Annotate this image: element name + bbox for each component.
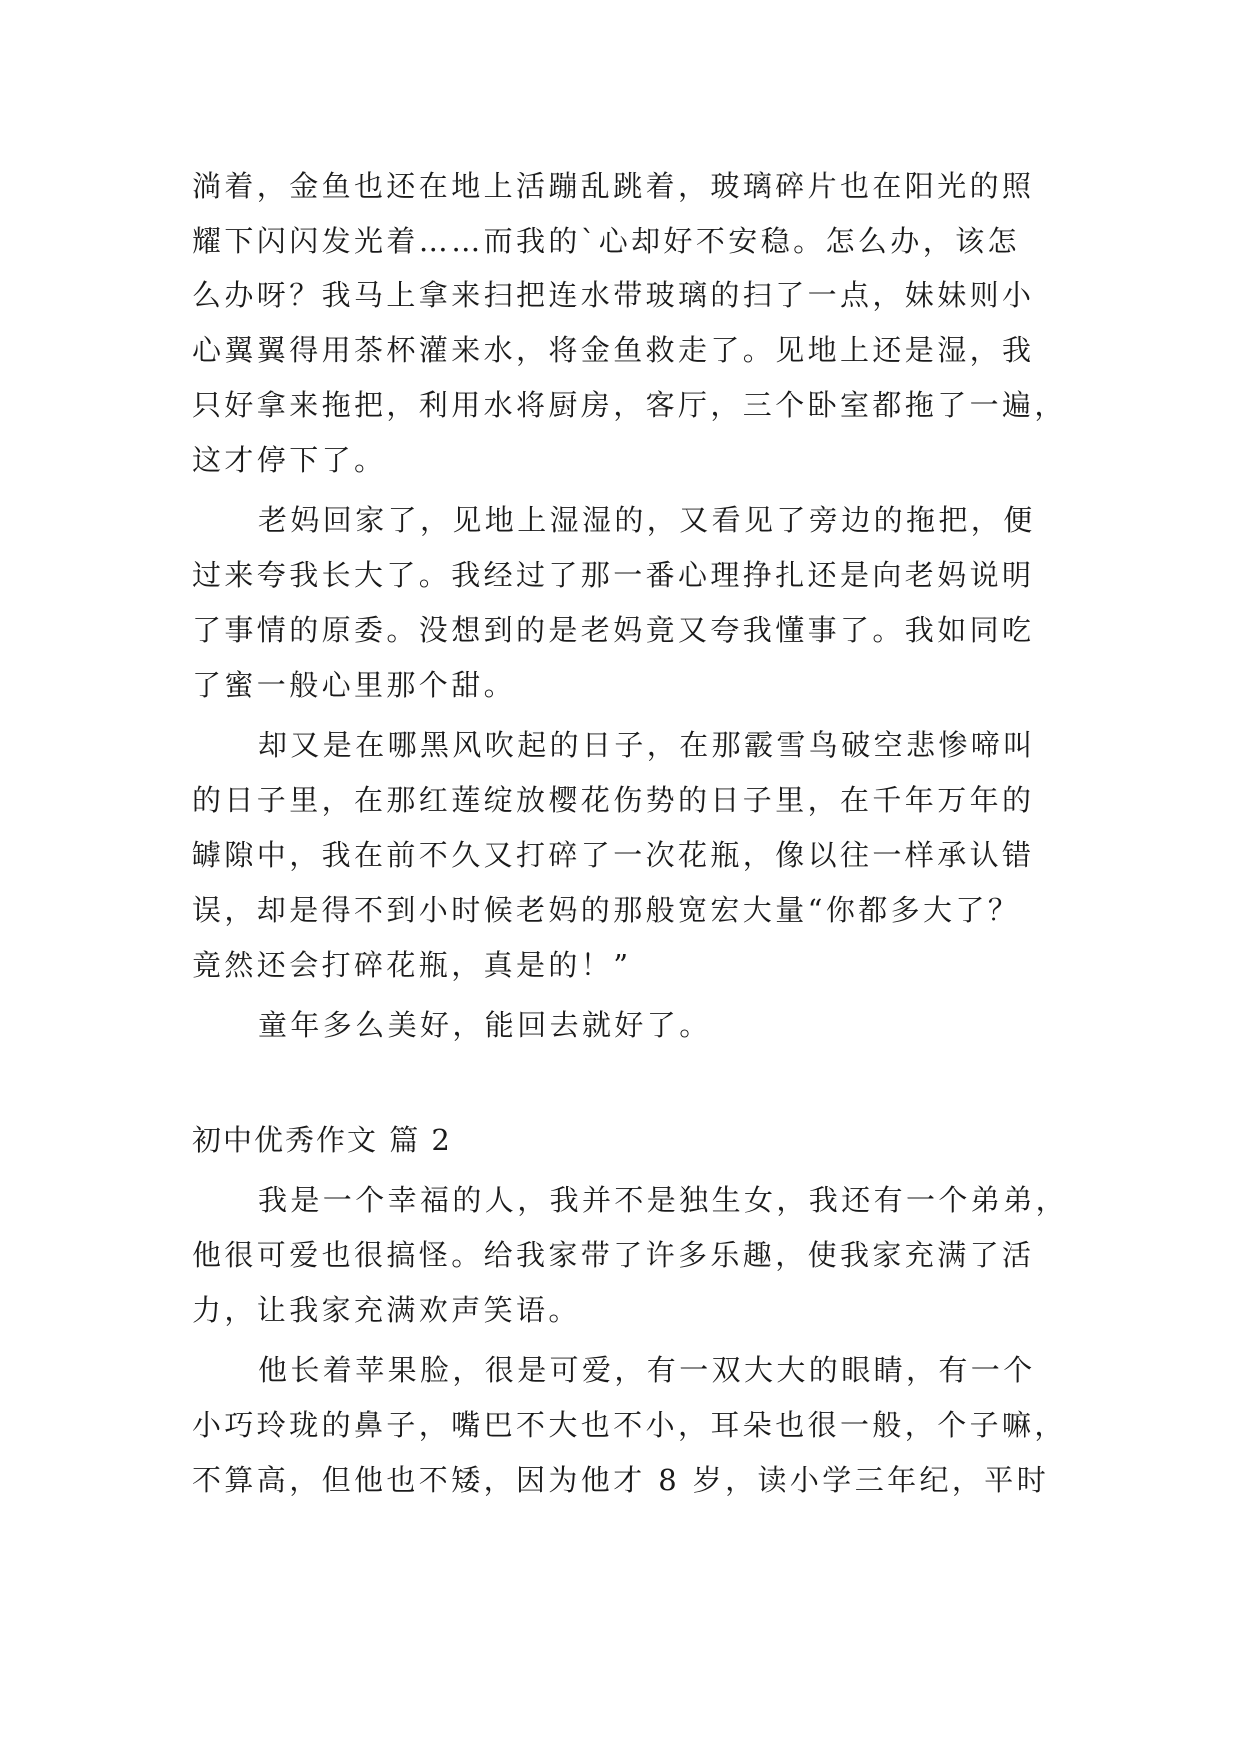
text-line: 这才停下了。 — [192, 443, 387, 477]
paragraph-first-line: 老妈回家了，见地上湿湿的，又看见了旁边的拖把，便 — [258, 503, 1036, 537]
text-line: 耀下闪闪发光着……而我的`心却好不安稳。怎么办，该怎 — [192, 224, 1020, 258]
text-line: 的日子里，在那红莲绽放樱花伤势的日子里，在千年万年的 — [192, 783, 1035, 817]
text-line: 只好拿来拖把，利用水将厨房，客厅，三个卧室都拖了一遍， — [192, 388, 1067, 422]
text-line: 了事情的原委。没想到的是老妈竟又夸我懂事了。我如同吃 — [192, 613, 1035, 647]
paragraph-first-line: 却又是在哪黑风吹起的日子，在那霰雪鸟破空悲惨啼叫 — [258, 728, 1036, 762]
text-line: 他很可爱也很搞怪。给我家带了许多乐趣，使我家充满了活 — [192, 1238, 1035, 1272]
text-line: 心翼翼得用茶杯灌来水，将金鱼救走了。见地上还是湿，我 — [192, 333, 1035, 367]
text-line: 力，让我家充满欢声笑语。 — [192, 1293, 581, 1327]
text-line: 不算高，但他也不矮，因为他才 8 岁，读小学三年纪，平时 — [192, 1463, 1050, 1497]
text-line: 竟然还会打碎花瓶，真是的！” — [192, 948, 632, 982]
text-line: 罅隙中，我在前不久又打碎了一次花瓶，像以往一样承认错 — [192, 838, 1035, 872]
paragraph-first-line: 我是一个幸福的人，我并不是独生女，我还有一个弟弟， — [258, 1183, 1069, 1217]
text-line: 了蜜一般心里那个甜。 — [192, 668, 517, 702]
text-line: 小巧玲珑的鼻子，嘴巴不大也不小，耳朵也很一般，个子嘛， — [192, 1408, 1067, 1442]
paragraph-first-line: 童年多么美好，能回去就好了。 — [258, 1008, 712, 1042]
section-heading: 初中优秀作文 篇 2 — [192, 1123, 452, 1157]
text-line: 过来夸我长大了。我经过了那一番心理挣扎还是向老妈说明 — [192, 558, 1035, 592]
text-line: 误，却是得不到小时候老妈的那般宽宏大量“你都多大了？ — [192, 893, 1021, 927]
text-line: 么办呀？我马上拿来扫把连水带玻璃的扫了一点，妹妹则小 — [192, 278, 1035, 312]
paragraph-first-line: 他长着苹果脸，很是可爱，有一双大大的眼睛，有一个 — [258, 1353, 1036, 1387]
text-line: 淌着，金鱼也还在地上活蹦乱跳着，玻璃碎片也在阳光的照 — [192, 169, 1035, 203]
